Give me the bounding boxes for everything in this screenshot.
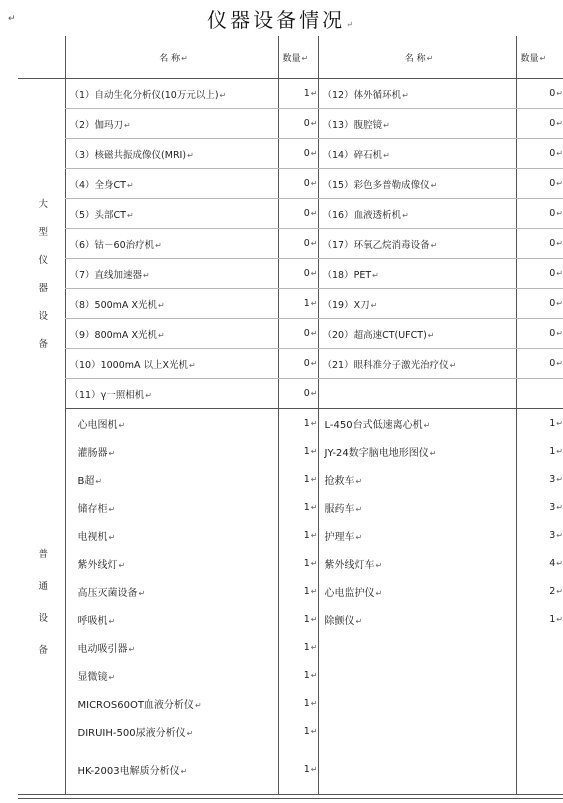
category-char: 设: [38, 613, 48, 625]
category-char: 备: [38, 645, 48, 657]
equipment-table: [18, 36, 563, 795]
item-name: [318, 633, 516, 661]
item-name: （16）血液透析机↵: [318, 199, 516, 229]
item-quantity: 0↵: [516, 199, 563, 229]
item-quantity: 1↵: [278, 549, 318, 577]
item-quantity: [516, 745, 563, 795]
item-name: L-450台式低速离心机↵: [318, 409, 516, 438]
page-title: 仪器设备情况↵: [207, 8, 356, 32]
item-name: （2）伽玛刀↵: [65, 109, 278, 139]
category-char: 设: [38, 310, 48, 322]
item-name: [318, 745, 516, 795]
item-name: （17）环氧乙烷消毒设备↵: [318, 229, 516, 259]
category-char: 仪: [38, 254, 48, 266]
table-row: [18, 549, 563, 577]
item-quantity: 0↵: [516, 109, 563, 139]
item-name: （3）核磁共振成像仪(MRI)↵: [65, 139, 278, 169]
large-category-label: [18, 79, 65, 409]
table-row: [18, 289, 563, 319]
item-name: （1）自动生化分析仪(10万元以上)↵: [65, 79, 278, 109]
item-quantity: 1↵: [278, 689, 318, 717]
table-row: [18, 379, 563, 409]
header-qty-1: 数量↵: [278, 36, 318, 79]
item-quantity: 3↵: [516, 465, 563, 493]
item-name: 灌肠器↵: [65, 437, 278, 465]
table-row: [18, 437, 563, 465]
category-char: 型: [38, 226, 48, 238]
item-name: [318, 661, 516, 689]
item-quantity: 0↵: [278, 379, 318, 409]
table-row: [18, 577, 563, 605]
item-quantity: 0↵: [516, 169, 563, 199]
item-name: 显微镜↵: [65, 661, 278, 689]
item-quantity: 3↵: [516, 521, 563, 549]
item-name: DIRUIH-500尿液分析仪↵: [65, 717, 278, 745]
header-qty-2: 数量↵: [516, 36, 563, 79]
item-name: （10）1000mA 以上X光机↵: [65, 349, 278, 379]
category-char: 普: [38, 549, 48, 561]
item-name: （4）全身CT↵: [65, 169, 278, 199]
item-quantity: [516, 717, 563, 745]
item-quantity: 0↵: [278, 259, 318, 289]
item-quantity: 1↵: [278, 633, 318, 661]
table-row: [18, 139, 563, 169]
item-name: 高压灭菌设备↵: [65, 577, 278, 605]
table-row: [18, 633, 563, 661]
table-row: [18, 349, 563, 379]
category-char: 备: [38, 338, 48, 350]
item-quantity: 2↵: [516, 577, 563, 605]
item-quantity: 1↵: [516, 437, 563, 465]
item-name: （20）超高速CT(UFCT)↵: [318, 319, 516, 349]
table-bottom-border: [18, 798, 563, 799]
item-name: 紫外线灯↵: [65, 549, 278, 577]
item-name: （18）PET↵: [318, 259, 516, 289]
table-row: [18, 689, 563, 717]
item-name: （14）碎石机↵: [318, 139, 516, 169]
item-quantity: 1↵: [278, 493, 318, 521]
item-quantity: 0↵: [516, 229, 563, 259]
item-quantity: 0↵: [278, 199, 318, 229]
table-header-row: [18, 36, 563, 79]
item-quantity: 0↵: [278, 109, 318, 139]
item-name: （6）钴－60治疗机↵: [65, 229, 278, 259]
item-name: 心电图机↵: [65, 409, 278, 438]
item-name: MICROS60OT血液分析仪↵: [65, 689, 278, 717]
item-quantity: 1↵: [278, 409, 318, 438]
item-quantity: [516, 689, 563, 717]
item-quantity: 1↵: [278, 521, 318, 549]
table-row: [18, 79, 563, 109]
table-row: [18, 661, 563, 689]
table-row: [18, 521, 563, 549]
item-name: 紫外线灯车↵: [318, 549, 516, 577]
table-row: [18, 745, 563, 795]
item-quantity: 1↵: [516, 409, 563, 438]
item-name: [318, 689, 516, 717]
item-name: 除颤仪↵: [318, 605, 516, 633]
item-name: [318, 717, 516, 745]
item-quantity: [516, 379, 563, 409]
item-quantity: [516, 633, 563, 661]
item-quantity: 3↵: [516, 493, 563, 521]
table-row: [18, 319, 563, 349]
item-name: JY-24数字脑电地形图仪↵: [318, 437, 516, 465]
item-quantity: 1↵: [278, 437, 318, 465]
item-quantity: 1↵: [278, 465, 318, 493]
general-equipment-section: [18, 409, 563, 795]
table-row: [18, 605, 563, 633]
item-quantity: 0↵: [516, 79, 563, 109]
table-row: [18, 229, 563, 259]
item-quantity: 0↵: [278, 169, 318, 199]
item-name: 心电监护仪↵: [318, 577, 516, 605]
table-row: [18, 169, 563, 199]
item-quantity: [516, 661, 563, 689]
header-name-2: 名 称↵: [318, 36, 516, 79]
item-quantity: 1↵: [278, 717, 318, 745]
item-quantity: 0↵: [516, 289, 563, 319]
header-name-1: 名 称↵: [65, 36, 278, 79]
table-row: [18, 465, 563, 493]
item-quantity: 0↵: [516, 349, 563, 379]
item-name: （9）800mA X光机↵: [65, 319, 278, 349]
category-char: 大: [38, 198, 48, 210]
item-quantity: 1↵: [278, 289, 318, 319]
item-name: 电动吸引器↵: [65, 633, 278, 661]
item-quantity: 0↵: [516, 259, 563, 289]
item-name: （21）眼科准分子激光治疗仪↵: [318, 349, 516, 379]
item-name: [318, 379, 516, 409]
item-name: 服药车↵: [318, 493, 516, 521]
item-name: 呼吸机↵: [65, 605, 278, 633]
item-name: （13）腹腔镜↵: [318, 109, 516, 139]
item-name: （19）X刀↵: [318, 289, 516, 319]
item-name: （5）头部CT↵: [65, 199, 278, 229]
item-quantity: 0↵: [278, 139, 318, 169]
category-char: 通: [38, 581, 48, 593]
item-name: 储存柜↵: [65, 493, 278, 521]
item-name: HK-2003电解质分析仪↵: [65, 745, 278, 795]
table-row: [18, 717, 563, 745]
table-row: [18, 409, 563, 438]
item-name: （12）体外循环机↵: [318, 79, 516, 109]
item-name: B超↵: [65, 465, 278, 493]
header-category: [18, 36, 65, 79]
table-row: [18, 109, 563, 139]
item-quantity: 0↵: [516, 319, 563, 349]
table-row: [18, 493, 563, 521]
item-name: 抢救车↵: [318, 465, 516, 493]
item-quantity: 4↵: [516, 549, 563, 577]
table-row: [18, 199, 563, 229]
item-name: （7）直线加速器↵: [65, 259, 278, 289]
item-quantity: 1↵: [278, 577, 318, 605]
paragraph-mark: ↵: [8, 14, 16, 24]
table-row: [18, 259, 563, 289]
item-quantity: 0↵: [278, 229, 318, 259]
item-quantity: 0↵: [516, 139, 563, 169]
item-name: 护理车↵: [318, 521, 516, 549]
item-quantity: 1↵: [278, 605, 318, 633]
item-quantity: 0↵: [278, 349, 318, 379]
item-name: （15）彩色多普勒成像仪↵: [318, 169, 516, 199]
large-equipment-section: [18, 79, 563, 409]
item-quantity: 1↵: [278, 745, 318, 795]
item-name: （11）γ一照相机↵: [65, 379, 278, 409]
item-name: 电视机↵: [65, 521, 278, 549]
item-quantity: 1↵: [278, 79, 318, 109]
item-quantity: 1↵: [516, 605, 563, 633]
item-quantity: 0↵: [278, 319, 318, 349]
item-quantity: 1↵: [278, 661, 318, 689]
item-name: （8）500mA X光机↵: [65, 289, 278, 319]
general-category-label: [18, 409, 65, 795]
category-char: 器: [38, 282, 48, 294]
